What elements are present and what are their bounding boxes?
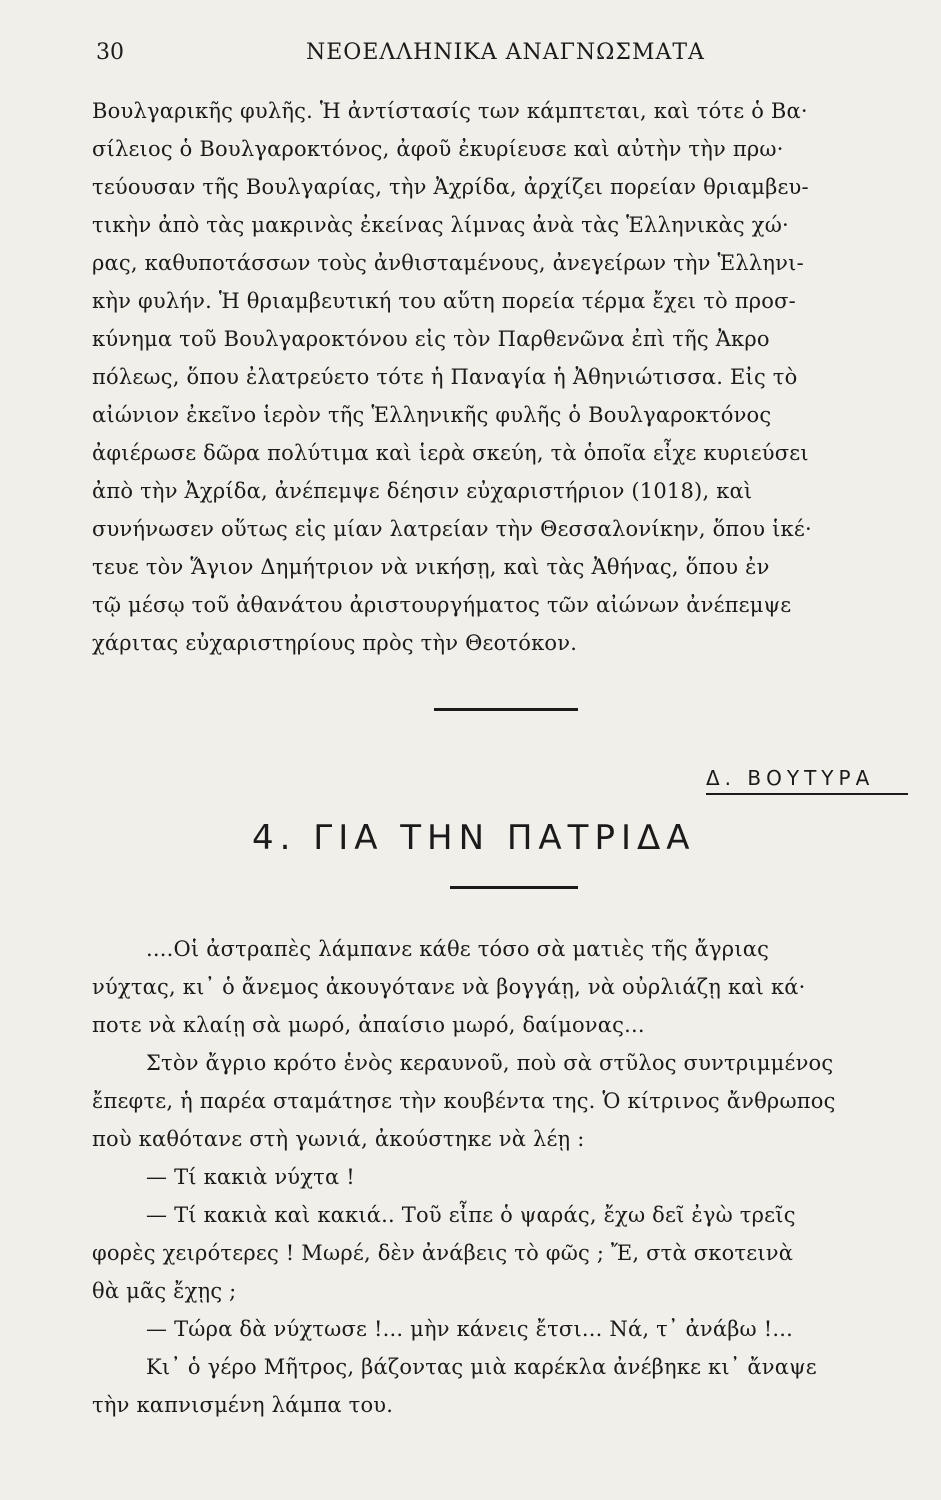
text-line: τὴν καπνισμένη λάμπα του.	[92, 1393, 394, 1417]
text-line: τευε τὸν Ἅγιον Δημήτριον νὰ νικήσῃ, καὶ τὰς Ἀθήνας, ὅπου ἐν	[92, 555, 770, 579]
page-number: 30	[96, 40, 124, 65]
text-line: Κι᾿ ὁ γέρο Μῆτρος, βάζοντας μιὰ καρέκλα ἀνέβηκε κι᾿ ἄναψε	[146, 1355, 817, 1379]
text-line: ἔπεφτε, ἡ παρέα σταμάτησε τὴν κουβέντα της. Ὁ κίτρινος ἄνθρωπος	[92, 1089, 836, 1113]
paragraph-story	[92, 930, 907, 1424]
text-line: τῷ μέσῳ τοῦ ἀθανάτου ἀριστουργήματος τῶν αἰώνων ἀνέπεμψε	[92, 593, 792, 617]
running-title: ΝΕΟΕΛΛΗΝΙΚΑ ΑΝΑΓΝΩΣΜΑΤΑ	[306, 40, 705, 65]
page-header	[96, 40, 916, 76]
author-underline	[706, 793, 908, 795]
paragraph-history	[92, 92, 907, 662]
text-line: ποτε νὰ κλαίῃ σὰ μωρό, ἀπαίσιο μωρό, δαίμονας...	[92, 1013, 645, 1037]
text-line: χάριτας εὐχαριστηρίους πρὸς τὴν Θεοτόκον.	[92, 631, 578, 655]
chapter-title: 4. ΓΙΑ ΤΗΝ ΠΑΤΡΙΔΑ	[252, 818, 696, 858]
text-line: — Τί κακιὰ καὶ κακιά.. Τοῦ εἶπε ὁ ψαράς, ἔχω δεῖ ἐγὼ τρεῖς	[146, 1203, 796, 1227]
text-line: κὴν φυλήν. Ἡ θριαμβευτική του αὕτη πορεία τέρμα ἔχει τὸ προσ-	[92, 289, 796, 313]
text-line: ρας, καθυποτάσσων τοὺς ἀνθισταμένους, ἀνεγείρων τὴν Ἑλληνι-	[92, 251, 804, 275]
title-divider	[450, 886, 578, 889]
text-line: νύχτας, κι᾿ ὁ ἄνεμος ἀκουγότανε νὰ βογγάῃ, νὰ οὐρλιάζῃ καὶ κά·	[92, 975, 806, 999]
text-line: κύνημα τοῦ Βουλγαροκτόνου εἰς τὸν Παρθενῶνα ἐπὶ τῆς Ἀκρο	[92, 327, 770, 351]
section-divider	[434, 708, 578, 711]
text-line: ....Οἱ ἀστραπὲς λάμπανε κάθε τόσο σὰ ματιὲς τῆς ἄγριας	[146, 937, 770, 961]
text-line: ἀπὸ τὴν Ἀχρίδα, ἀνέπεμψε δέησιν εὐχαριστήριον (1018), καὶ	[92, 479, 753, 503]
text-line: πόλεως, ὅπου ἐλατρεύετο τότε ἡ Παναγία ἡ Ἀθηνιώτισσα. Εἰς τὸ	[92, 365, 798, 389]
text-line: αἰώνιον ἐκεῖνο ἱερὸν τῆς Ἑλληνικῆς φυλῆς ὁ Βουλγαροκτόνος	[92, 403, 772, 427]
text-line: φορὲς χειρότερες ! Μωρέ, δὲν ἀνάβεις τὸ φῶς ; Ἔ, στὰ σκοτεινὰ	[92, 1241, 794, 1265]
text-line: Στὸν ἄγριο κρότο ἑνὸς κεραυνοῦ, ποὺ σὰ στῦλος συντριμμένος	[146, 1051, 834, 1075]
text-line: — Τί κακιὰ νύχτα !	[146, 1165, 355, 1189]
text-line: — Τώρα δὰ νύχτωσε !... μὴν κάνεις ἔτσι... Νά, τ᾿ ἀνάβω !...	[146, 1317, 794, 1341]
text-line: ποὺ καθότανε στὴ γωνιά, ἀκούστηκε νὰ λέῃ :	[92, 1127, 585, 1151]
text-line: τεύουσαν τῆς Βουλγαρίας, τὴν Ἀχρίδα, ἀρχίζει πορείαν θριαμβευ-	[92, 175, 809, 199]
text-line: Βουλγαρικῆς φυλῆς. Ἡ ἀντίστασίς των κάμπτεται, καὶ τότε ὁ Βα·	[92, 99, 808, 123]
text-line: συνήνωσεν οὕτως εἰς μίαν λατρείαν τὴν Θεσσαλονίκην, ὅπου ἱκέ·	[92, 517, 812, 541]
text-line: θὰ μᾶς ἔχῃς ;	[92, 1279, 237, 1303]
text-line: σίλειος ὁ Βουλγαροκτόνος, ἀφοῦ ἐκυρίευσε καὶ αὐτὴν τὴν πρω·	[92, 137, 784, 161]
author-name: Δ. ΒΟΥΤΥΡΑ	[706, 766, 875, 790]
text-line: ἀφιέρωσε δῶρα πολύτιμα καὶ ἱερὰ σκεύη, τὰ ὁποῖα εἶχε κυριεύσει	[92, 441, 809, 465]
text-line: τικὴν ἀπὸ τὰς μακρινὰς ἐκείνας λίμνας ἀνὰ τὰς Ἑλληνικὰς χώ·	[92, 213, 789, 237]
